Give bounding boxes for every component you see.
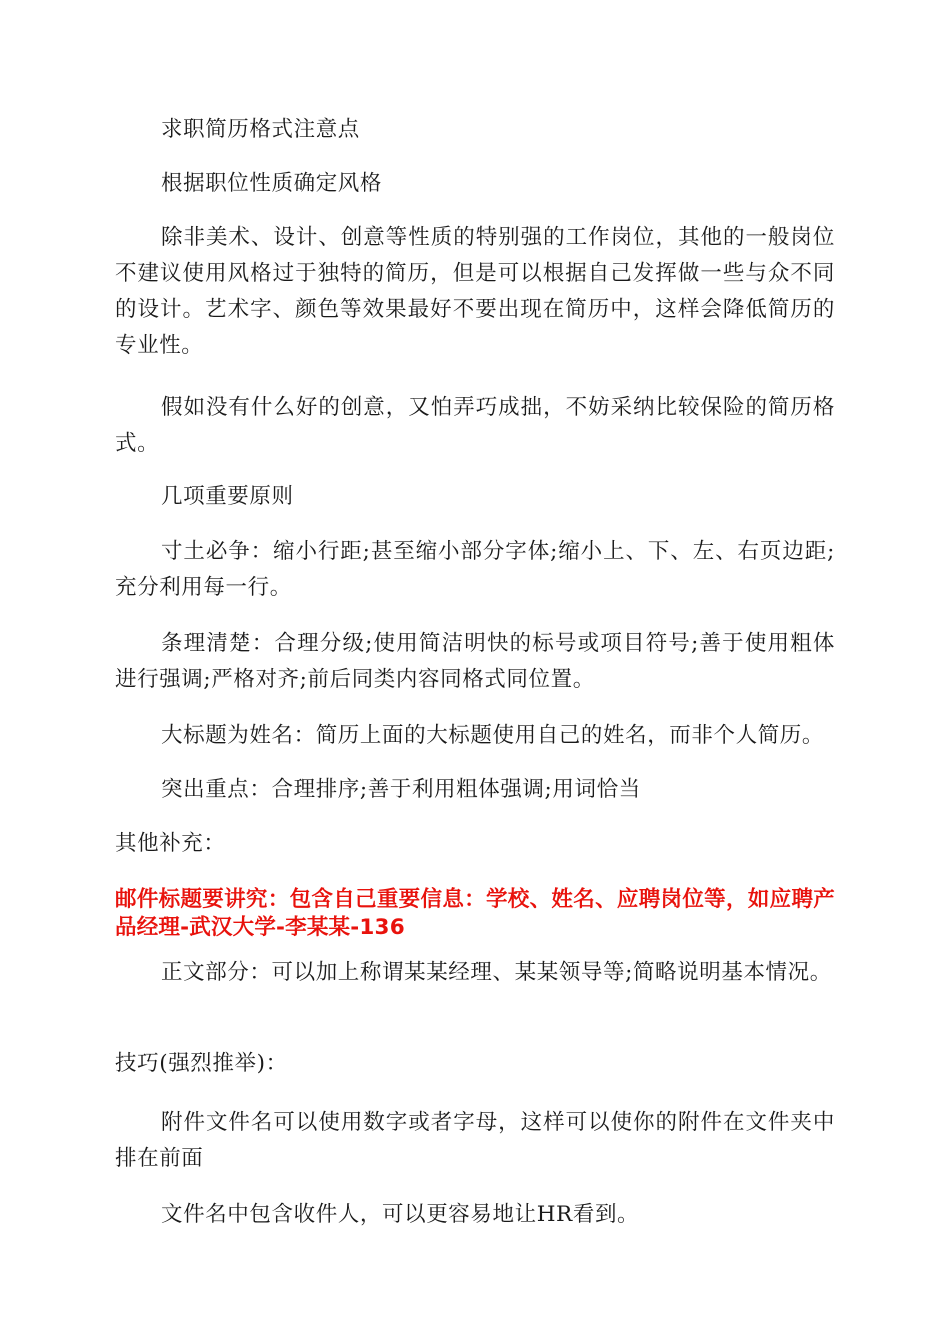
section-heading-tips: 技巧(强烈推举)： [115,1051,288,1076]
tip-attachment-name: 附件文件名可以使用数字或者字母，这样可以使你的附件在文件夹中排在前面 [115,1110,835,1171]
section-heading-style: 根据职位性质确定风格 [161,171,383,196]
highlight-email-subject: 邮件标题要讲究：包含自己重要信息：学校、姓名、应聘岗位等，如应聘产品经理-武汉大学-李某某-136 [115,887,835,940]
paragraph-email-body: 正文部分：可以加上称谓某某经理、某某领导等;简略说明基本情况。 [161,960,832,985]
section-heading-supplement: 其他补充： [115,831,226,856]
principle-title-name: 大标题为姓名：简历上面的大标题使用自己的姓名，而非个人简历。 [161,723,825,748]
principle-clarity: 条理清楚：合理分级;使用简洁明快的标号或项目符号;善于使用粗体进行强调;严格对齐;前后同类内容同格式同位置。 [115,631,835,692]
section-heading-principles: 几项重要原则 [161,484,294,509]
principle-emphasis: 突出重点：合理排序;善于利用粗体强调;用词恰当 [161,777,641,802]
paragraph-safe-format: 假如没有什么好的创意，又怕弄巧成拙，不妨采纳比较保险的简历格式。 [115,395,835,456]
principle-space: 寸土必争：缩小行距;甚至缩小部分字体;缩小上、下、左、右页边距;充分利用每一行。 [115,539,835,600]
paragraph-style-advice: 除非美术、设计、创意等性质的特别强的工作岗位，其他的一般岗位不建议使用风格过于独特的简历，但是可以根据自己发挥做一些与众不同的设计。艺术字、颜色等效果最好不要出现在简历中，这样会降低简历的专业性。 [115,225,835,358]
tip-recipient-name: 文件名中包含收件人，可以更容易地让HR看到。 [161,1202,640,1227]
document-title: 求职简历格式注意点 [161,117,360,142]
